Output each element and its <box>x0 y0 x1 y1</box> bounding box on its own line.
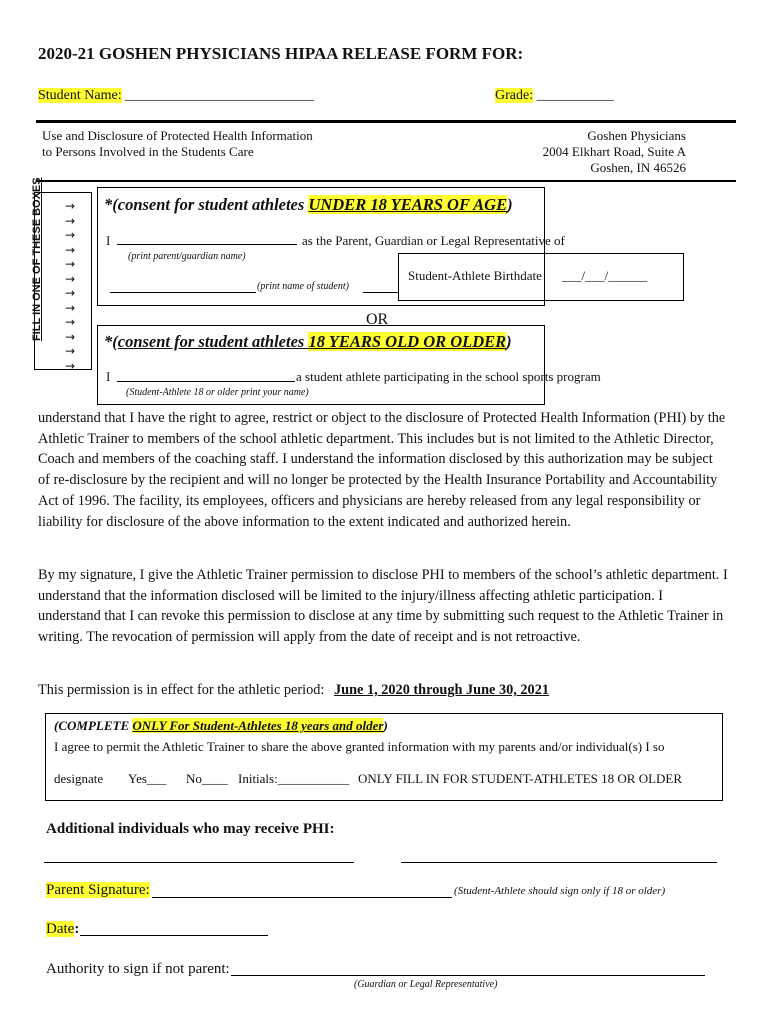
only-fill-note: ONLY FILL IN FOR STUDENT-ATHLETES 18 OR OLDER <box>358 771 683 786</box>
over-18-print-note: (Student-Athlete 18 or older print your name) <box>126 387 309 398</box>
under-18-heading-highlight: UNDER 18 YEARS OF AGE <box>308 195 508 214</box>
student-name-row <box>38 88 314 104</box>
office-name: Goshen Physicians <box>587 128 686 143</box>
authority-note: (Guardian or Legal Representative) <box>354 979 498 990</box>
under-18-i: I <box>106 233 111 248</box>
date-field[interactable] <box>80 935 268 936</box>
period-text: This permission is in effect for the athletic period: <box>38 682 325 698</box>
under-18-heading-pre: *(consent for student athletes <box>104 195 309 214</box>
grade-row <box>495 88 614 104</box>
over-18-heading <box>104 332 512 352</box>
designate-label: designate <box>54 771 104 786</box>
grade-field[interactable]: ___________ <box>536 88 614 103</box>
use-disclosure-line2: to Persons Involved in the Students Care <box>42 144 254 159</box>
top-rule <box>36 120 736 123</box>
parent-name-field[interactable] <box>117 244 297 245</box>
birthdate-label: Student-Athlete Birthdate <box>408 268 542 283</box>
print-student-note: (print name of student) <box>257 281 349 292</box>
fill-in-label <box>31 177 43 341</box>
under-18-line-text: as the Parent, Guardian or Legal Representative of <box>302 233 565 248</box>
fill-in-instruction-box <box>31 177 92 373</box>
arrow-icons: → → → → → → → → → → → → <box>65 199 76 373</box>
office-street: 2004 Elkhart Road, Suite A <box>542 144 686 159</box>
student-name-print-tail <box>363 292 398 293</box>
date-label: Date <box>46 921 75 937</box>
yes-field[interactable]: Yes___ <box>128 771 167 786</box>
date-row <box>46 921 79 938</box>
form-title: 2020-21 GOSHEN PHYSICIANS HIPAA RELEASE FORM FOR: <box>38 44 524 63</box>
over-18-heading-underlined: consent for student athletes <box>117 332 309 351</box>
additional-individual-1-field[interactable] <box>44 862 354 863</box>
permission-paragraph: By my signature, I give the Athletic Trainer permission to disclose PHI to members of the school’s athletic department. I understand that the information disclosed will be limited to the injury/illness affecting athletic participation. I understand that I can revoke this permission to disclose at any time by submitting such request to the Athletic Trainer in writing. The revocation of permission will apply from the date of receipt and is not retroactive. <box>38 567 728 646</box>
complete-heading <box>54 718 388 734</box>
parent-signature-label: Parent Signature: <box>46 882 150 898</box>
student-name-print-field[interactable] <box>110 292 256 293</box>
use-disclosure-line1: Use and Disclosure of Protected Health Information <box>42 128 313 143</box>
athletic-period <box>38 682 549 699</box>
initials-field[interactable]: Initials:___________ <box>238 771 350 786</box>
athlete-name-field[interactable] <box>117 381 295 382</box>
over-18-heading-highlight: 18 YEARS OLD OR OLDER <box>308 332 507 351</box>
office-address <box>543 128 686 176</box>
additional-individual-2-field[interactable] <box>401 862 717 863</box>
period-dates: June 1, 2020 through June 30, 2021 <box>333 682 550 698</box>
over-18-i: I <box>106 369 111 384</box>
under-18-heading <box>104 195 513 215</box>
grade-label: Grade: <box>495 88 534 103</box>
office-city: Goshen, IN 46526 <box>590 160 686 175</box>
over-18-heading-post: ) <box>506 332 512 351</box>
or-separator: OR <box>366 311 389 328</box>
date-colon: : <box>74 921 80 937</box>
parent-signature-row <box>46 882 150 899</box>
over-18-line-text: a student athlete participating in the school sports program <box>296 369 601 384</box>
complete-heading-pre: (COMPLETE <box>54 718 133 733</box>
second-rule <box>36 180 736 182</box>
over-18-heading-pre: *( <box>104 332 118 351</box>
additional-individuals-label: Additional individuals who may receive PHI: <box>46 821 335 837</box>
use-disclosure-heading <box>42 128 313 160</box>
under-18-heading-post: ) <box>507 195 513 214</box>
parent-signature-note: (Student-Athlete should sign only if 18 or older) <box>454 885 666 897</box>
no-field[interactable]: No____ <box>186 771 228 786</box>
student-name-label: Student Name: <box>38 88 122 103</box>
authority-label: Authority to sign if not parent: <box>46 961 230 977</box>
complete-heading-post: ) <box>383 718 388 733</box>
parent-signature-field[interactable] <box>152 897 452 898</box>
print-parent-note: (print parent/guardian name) <box>128 251 246 262</box>
fill-in-text: FILL IN ONE OF THESE BOXES <box>31 177 43 341</box>
complete-heading-highlight: ONLY For Student-Athletes 18 years and older <box>132 718 384 733</box>
under-18-line <box>106 233 110 249</box>
rights-paragraph: understand that I have the right to agree, restrict or object to the disclosure of Protected Health Information (PHI) by the Athletic Trainer to members of the school athletic department. This includes but is not limited to the Athletic Director, Coach and members of the coaching staff. I understand the information disclosed by this authorization may be subject of re-disclosure by the recipient and will no longer be protected by the Health Insurance Portability and Accountability Act of 1996. The facility, its employees, officers and physicians are hereby released from any legal responsibility or liability for disclosure of the above information to the extent indicated and authorized herein. <box>38 410 726 530</box>
student-name-field[interactable]: ___________________________ <box>125 88 315 103</box>
agree-text: I agree to permit the Athletic Trainer to share the above granted information with my parents and/or individual(s) I so <box>54 739 665 754</box>
authority-field[interactable] <box>231 975 705 976</box>
birthdate-field[interactable]: ___/___/______ <box>562 268 648 283</box>
